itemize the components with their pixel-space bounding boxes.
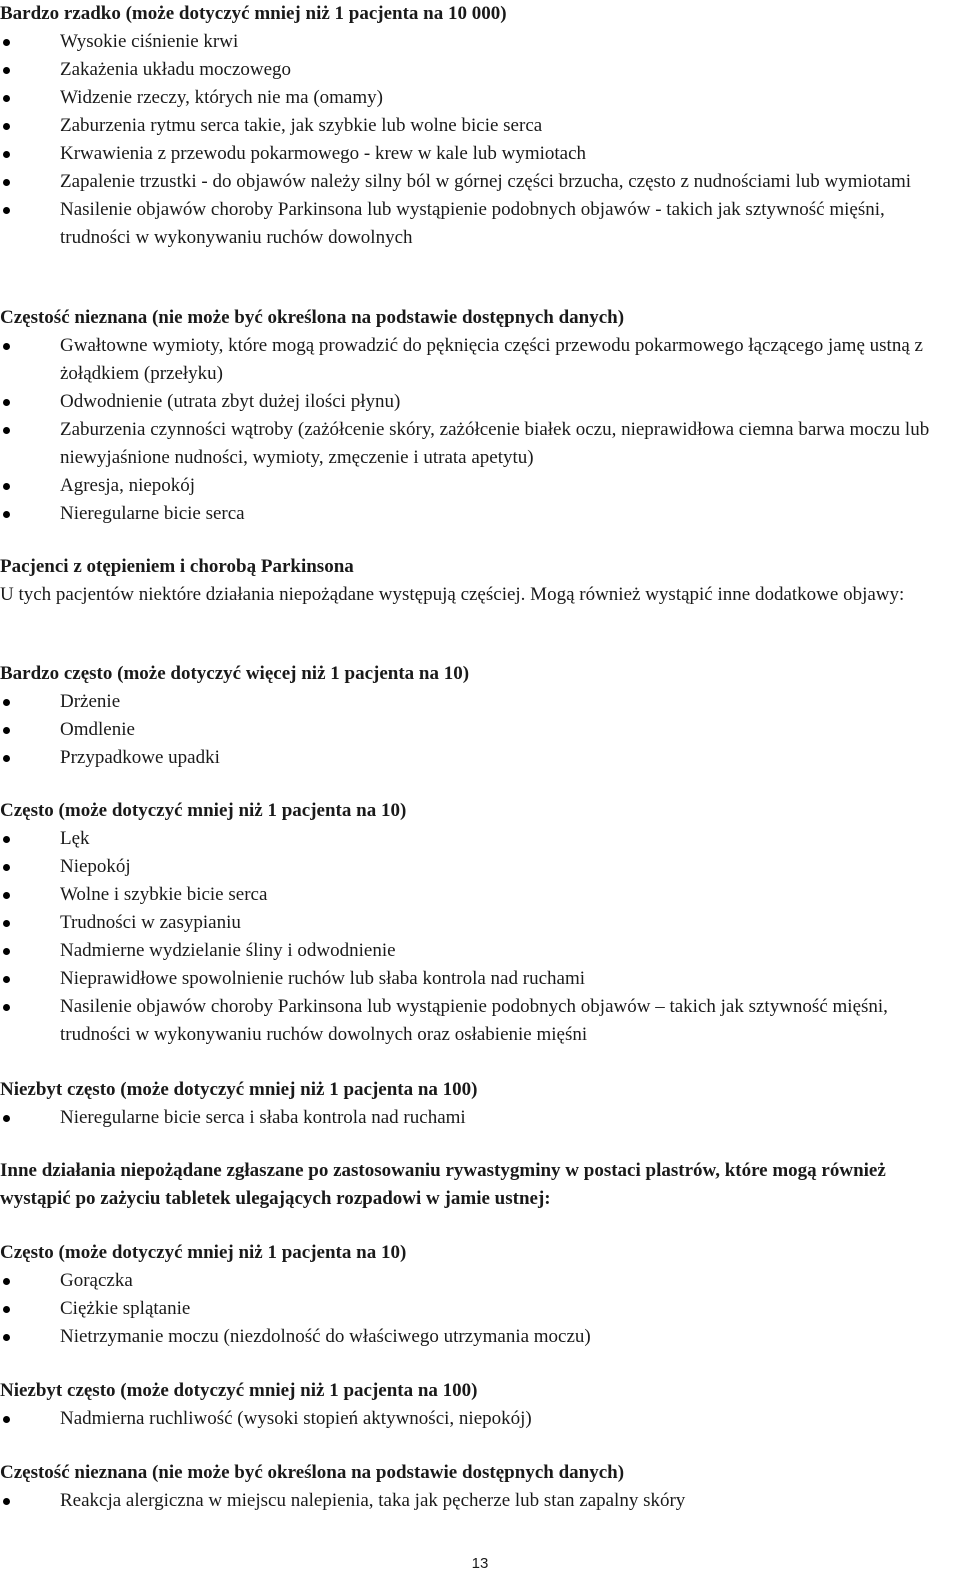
list-item-text: Gorączka xyxy=(60,1270,133,1291)
list-item-text: Odwodnienie (utrata zbyt dużej ilości płynu) xyxy=(60,391,401,412)
section-heading xyxy=(0,797,960,825)
section-dementia-parkinson xyxy=(0,553,960,609)
bullet-icon xyxy=(3,39,10,46)
list-item-text: Drżenie xyxy=(60,691,121,712)
bullet-icon xyxy=(3,1306,10,1313)
list-item xyxy=(0,688,952,716)
list-item-text: Reakcja alergiczna w miejscu nalepienia, taka jak pęcherze lub stan zapalny skóry xyxy=(60,1490,686,1511)
list-item-text: Przypadkowe upadki xyxy=(60,747,220,768)
bullet-icon xyxy=(3,151,10,158)
list-item xyxy=(0,112,952,140)
list-item xyxy=(0,937,952,965)
list-item-text: Nasilenie objawów choroby Parkinsona lub wystąpienie podobnych objawów – takich jak sztywność mięśni, trudności w wykonywaniu ruchów dowolnych oraz osłabienie mięśni xyxy=(60,996,888,1045)
list-item xyxy=(0,1405,952,1433)
section-heading-text: Często (może dotyczyć mniej niż 1 pacjenta na 10) xyxy=(0,1242,407,1263)
bullet-icon xyxy=(3,399,10,406)
section-heading xyxy=(0,1157,940,1213)
section-unknown-frequency xyxy=(0,304,960,528)
section-heading xyxy=(0,1076,960,1104)
list-item xyxy=(0,56,952,84)
list-item xyxy=(0,332,952,388)
section-common xyxy=(0,797,960,1049)
section-heading-text: Bardzo często (może dotyczyć więcej niż 1 pacjenta na 10) xyxy=(0,663,470,684)
list-item xyxy=(0,500,952,528)
bullet-icon xyxy=(3,1278,10,1285)
bullet-icon xyxy=(3,483,10,490)
list-item-text: Zakażenia układu moczowego xyxy=(60,59,292,80)
section-heading xyxy=(0,660,960,688)
list-item-text: Agresja, niepokój xyxy=(60,475,196,496)
section-heading xyxy=(0,553,960,581)
list-item xyxy=(0,993,952,1049)
bullet-icon xyxy=(3,1115,10,1122)
list-item xyxy=(0,388,952,416)
section-heading-text: Niezbyt często (może dotyczyć mniej niż 1 pacjenta na 100) xyxy=(0,1079,478,1100)
list-item-text: Nadmierna ruchliwość (wysoki stopień aktywności, niepokój) xyxy=(60,1408,532,1429)
list-item xyxy=(0,853,952,881)
list-item-text: Ciężkie splątanie xyxy=(60,1298,191,1319)
list-item-text: Omdlenie xyxy=(60,719,135,740)
list-item-text: Widzenie rzeczy, których nie ma (omamy) xyxy=(60,87,383,108)
list-item-text: Nieprawidłowe spowolnienie ruchów lub słaba kontrola nad ruchami xyxy=(60,968,585,989)
list-item xyxy=(0,1487,952,1515)
bullet-icon xyxy=(3,67,10,74)
list-item xyxy=(0,965,952,993)
bullet-icon xyxy=(3,755,10,762)
bullet-icon xyxy=(3,1416,10,1423)
bullet-icon xyxy=(3,727,10,734)
bullet-icon xyxy=(3,836,10,843)
list-item xyxy=(0,1104,952,1132)
bullet-icon xyxy=(3,1004,10,1011)
list-item-text: Wolne i szybkie bicie serca xyxy=(60,884,268,905)
section-heading xyxy=(0,1459,960,1487)
list-item-text: Nieregularne bicie serca xyxy=(60,503,245,524)
section-heading xyxy=(0,0,960,28)
bullet-icon xyxy=(3,123,10,130)
list-item-text: Nasilenie objawów choroby Parkinsona lub wystąpienie podobnych objawów - takich jak sztywność mięśni, trudności w wykonywaniu ruchów dowolnych xyxy=(60,199,885,248)
bullet-icon xyxy=(3,920,10,927)
section-patch-unknown xyxy=(0,1459,960,1515)
list-item xyxy=(0,28,952,56)
list-item xyxy=(0,744,952,772)
bullet-icon xyxy=(3,1498,10,1505)
section-heading xyxy=(0,304,960,332)
bullet-icon xyxy=(3,1334,10,1341)
bullet-icon xyxy=(3,343,10,350)
section-heading-text: Bardzo rzadko (może dotyczyć mniej niż 1 pacjenta na 10 000) xyxy=(0,3,507,24)
list-item-text: Nietrzymanie moczu (niezdolność do właściwego utrzymania moczu) xyxy=(60,1326,591,1347)
section-patch-effects-intro xyxy=(0,1157,960,1213)
section-uncommon xyxy=(0,1076,960,1132)
section-heading xyxy=(0,1239,960,1267)
list-item xyxy=(0,168,952,196)
list-item-text: Wysokie ciśnienie krwi xyxy=(60,31,239,52)
list-item xyxy=(0,472,952,500)
list-item-text: Lęk xyxy=(60,828,90,849)
list-item-text: Niepokój xyxy=(60,856,131,877)
list-item-text: Zapalenie trzustki - do objawów należy silny ból w górnej części brzucha, często z nudnościami lub wymiotami xyxy=(60,171,912,192)
bullet-icon xyxy=(3,179,10,186)
list-item-text: Gwałtowne wymioty, które mogą prowadzić do pęknięcia części przewodu pokarmowego łączącego jamę ustną z żołądkiem (przełyku) xyxy=(60,335,923,384)
list-item xyxy=(0,881,952,909)
bullet-icon xyxy=(3,427,10,434)
list-item-text: Trudności w zasypianiu xyxy=(60,912,241,933)
list-item-text: Zaburzenia czynności wątroby (zażółcenie skóry, zażółcenie białek oczu, nieprawidłowa ciemna barwa moczu lub niewyjaśnione nudności, wymioty, zmęczenie i utrata apetytu) xyxy=(60,419,930,468)
section-paragraph: U tych pacjentów niektóre działania niepożądane występują częściej. Mogą również wystąpić inne dodatkowe objawy: xyxy=(0,584,905,605)
section-heading-text: Inne działania niepożądane zgłaszane po zastosowaniu rywastygminy w postaci plastrów, które mogą również wystąpić po zażyciu tabletek ulegających rozpadowi w jamie ustnej: xyxy=(0,1160,886,1209)
list-item xyxy=(0,825,952,853)
page-number: 13 xyxy=(471,1555,489,1572)
list-item xyxy=(0,1295,952,1323)
section-heading xyxy=(0,1377,960,1405)
list-item xyxy=(0,416,952,472)
list-item xyxy=(0,1267,952,1295)
section-heading-text: Niezbyt często (może dotyczyć mniej niż 1 pacjenta na 100) xyxy=(0,1380,478,1401)
bullet-icon xyxy=(3,699,10,706)
bullet-icon xyxy=(3,864,10,871)
section-very-common xyxy=(0,660,960,772)
list-item-text: Nieregularne bicie serca i słaba kontrola nad ruchami xyxy=(60,1107,466,1128)
list-item xyxy=(0,140,952,168)
bullet-icon xyxy=(3,976,10,983)
section-heading-text: Często (może dotyczyć mniej niż 1 pacjenta na 10) xyxy=(0,800,407,821)
list-item xyxy=(0,84,952,112)
bullet-icon xyxy=(3,207,10,214)
section-patch-common xyxy=(0,1239,960,1351)
list-item xyxy=(0,1323,952,1351)
bullet-icon xyxy=(3,892,10,899)
bullet-icon xyxy=(3,511,10,518)
section-heading-text: Pacjenci z otępieniem i chorobą Parkinsona xyxy=(0,556,354,577)
list-item xyxy=(0,716,952,744)
section-heading-text: Częstość nieznana (nie może być określona na podstawie dostępnych danych) xyxy=(0,307,625,328)
list-item-text: Nadmierne wydzielanie śliny i odwodnienie xyxy=(60,940,396,961)
list-item-text: Zaburzenia rytmu serca takie, jak szybkie lub wolne bicie serca xyxy=(60,115,543,136)
list-item-text: Krwawienia z przewodu pokarmowego - krew w kale lub wymiotach xyxy=(60,143,587,164)
list-item xyxy=(0,909,952,937)
section-patch-uncommon xyxy=(0,1377,960,1433)
bullet-icon xyxy=(3,948,10,955)
section-heading-text: Częstość nieznana (nie może być określona na podstawie dostępnych danych) xyxy=(0,1462,625,1483)
section-very-rare xyxy=(0,0,960,252)
bullet-icon xyxy=(3,95,10,102)
list-item xyxy=(0,196,952,252)
